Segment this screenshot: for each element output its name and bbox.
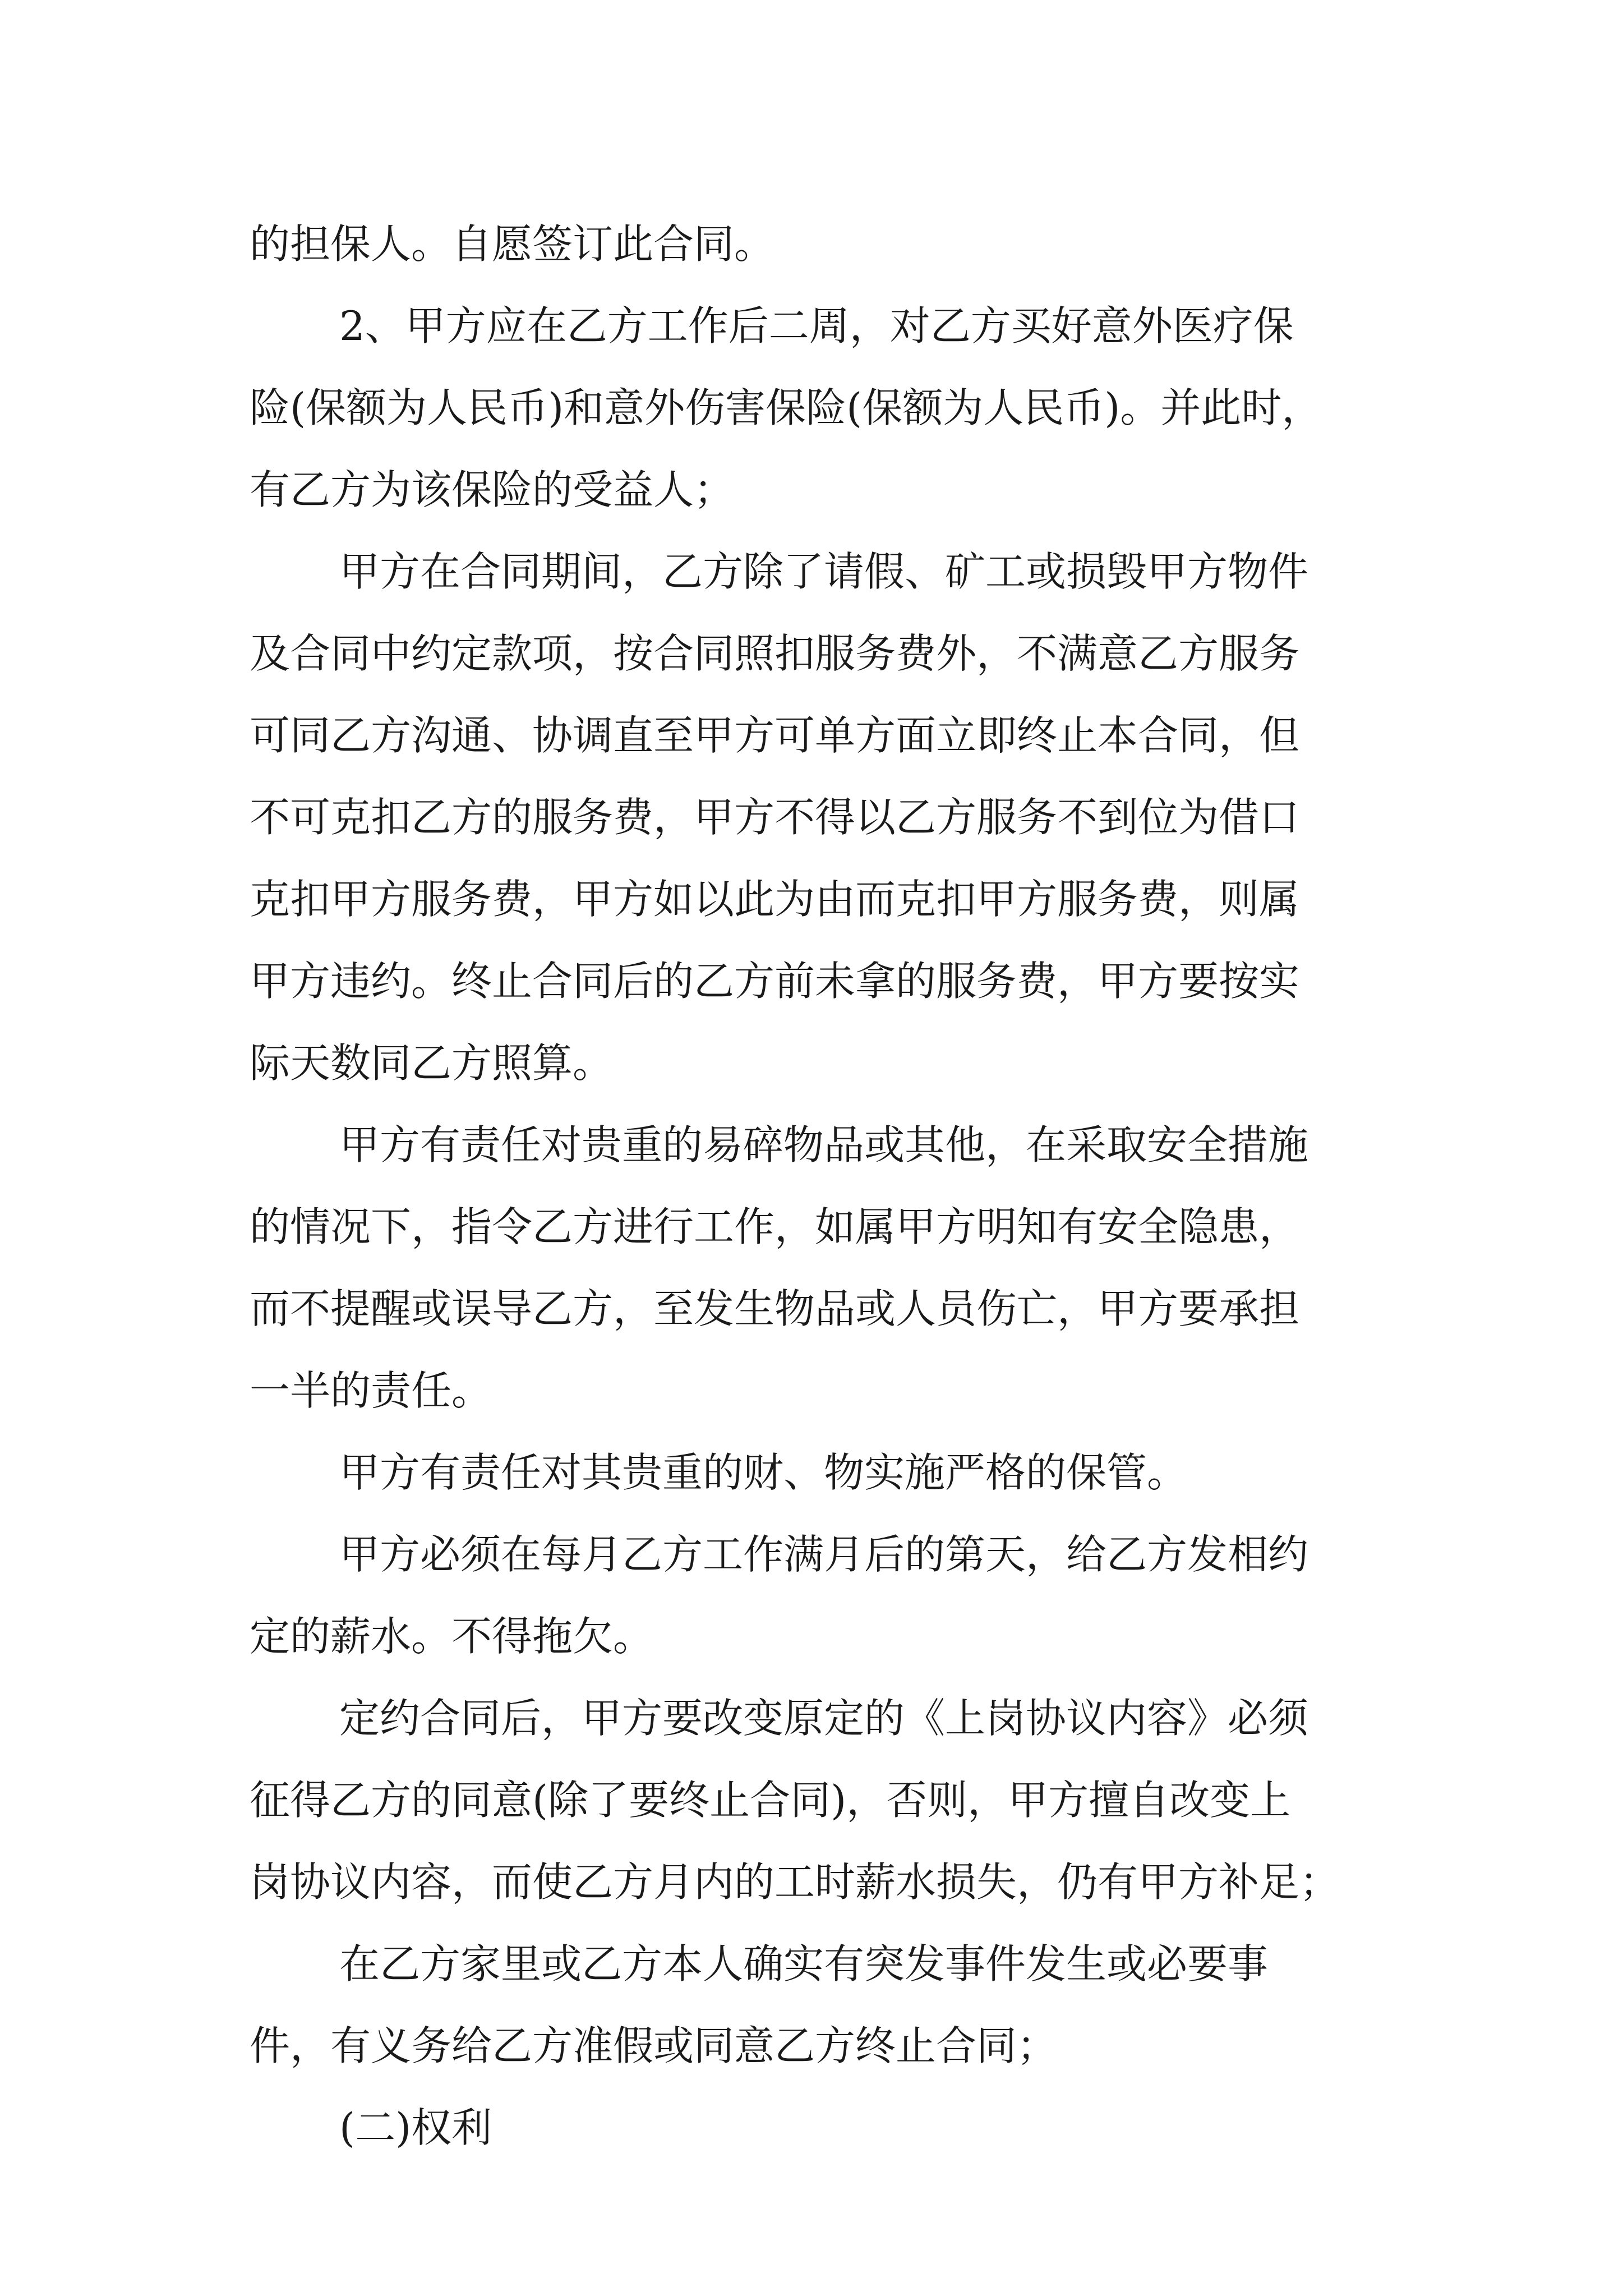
text-line: 险(保额为人民币)和意外伤害保险(保额为人民币)。并此时， <box>250 384 1322 431</box>
text-line: 的担保人。自愿签订此合同。 <box>250 220 775 268</box>
text-line: 甲方有责任对贵重的易碎物品或其他，在采取安全措施 <box>339 1121 1309 1168</box>
text-line: 甲方有责任对其贵重的财、物实施严格的保管。 <box>339 1449 1188 1496</box>
text-line: 岗协议内容，而使乙方月内的工时薪水损失，仍有甲方补足； <box>250 1858 1340 1906</box>
text-line: 定的薪水。不得拖欠。 <box>250 1613 654 1660</box>
text-line: 2、甲方应在乙方工作后二周，对乙方买好意外医疗保 <box>339 302 1294 349</box>
text-line: 甲方必须在每月乙方工作满月后的第天，给乙方发相约 <box>339 1531 1309 1578</box>
text-line: 甲方违约。终止合同后的乙方前未拿的服务费，甲方要按实 <box>250 958 1300 1005</box>
text-line: 有乙方为该保险的受益人； <box>250 466 735 513</box>
text-line: 在乙方家里或乙方本人确实有突发事件发生或必要事 <box>339 1940 1269 1987</box>
text-line: 征得乙方的同意(除了要终止合同)，否则，甲方擅自改变上 <box>250 1777 1291 1824</box>
text-line: 定约合同后，甲方要改变原定的《上岗协议内容》必须 <box>339 1695 1309 1742</box>
text-line: 克扣甲方服务费，甲方如以此为由而克扣甲方服务费，则属 <box>250 876 1300 923</box>
text-line: 件，有义务给乙方准假或同意乙方终止合同； <box>250 2022 1058 2069</box>
text-line: 可同乙方沟通、协调直至甲方可单方面立即终止本合同，但 <box>250 712 1300 759</box>
text-line: 一半的责任。 <box>250 1367 492 1414</box>
text-line: 的情况下，指令乙方进行工作，如属甲方明知有安全隐患， <box>250 1203 1300 1250</box>
text-line: 际天数同乙方照算。 <box>250 1039 614 1087</box>
text-line: 不可克扣乙方的服务费，甲方不得以乙方服务不到位为借口 <box>250 794 1300 841</box>
section-heading: (二)权利 <box>339 2104 492 2151</box>
text-line: 及合同中约定款项，按合同照扣服务费外，不满意乙方服务 <box>250 630 1300 677</box>
text-line: 甲方在合同期间，乙方除了请假、矿工或损毁甲方物件 <box>339 548 1309 595</box>
text-line: 而不提醒或误导乙方，至发生物品或人员伤亡，甲方要承担 <box>250 1285 1300 1332</box>
